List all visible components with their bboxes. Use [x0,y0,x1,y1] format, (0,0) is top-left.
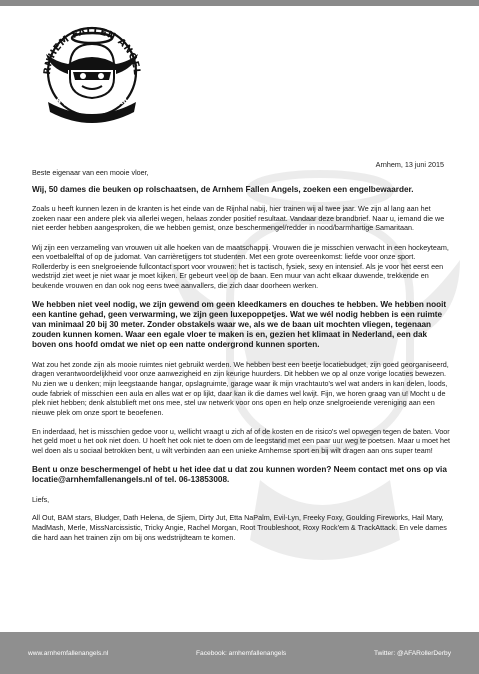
logo-top-text: RNHEM FALLEN ANGEL [41,25,143,76]
letter-body [32,168,452,552]
letter-paragraph-1: Zoals u heeft kunnen lezen in de kranten is het einde van de Rijnhal nabij, hier trainen wij al twee jaar. We zijn al lang aan het zoeken naar een andere plek via allerlei wegen, helaas zonder positief resultaat. Vandaar deze brandbrief. Naar u, iemand die we niet eerder hebben aangesproken, die we hebben gemist, onze beschermengel/redder in nood/barmhartige Samaritaan. [32,204,445,233]
letter-signature: All Out, BAM stars, Bludger, Dath Helena, de Sjiem, Dirty Jut, Etta NaPalm, Evil-Lyn, Freeky Foxy, Goulding Fireworks, Hail Mary, MadMash, Merle, MissNarcissistic, Tricky Angie, Rachel Morgan, Root Troubleshoot, Roxy Rock'em & TrackAttack. En vele dames die hard aan het trainen zijn om bij ons wedstrijdteam te komen. [32,513,447,542]
letter-paragraph-3: We hebben niet veel nodig, we zijn gewend om geen kleedkamers en douches te hebben. We hebben nooit een kantine gehad, geen verwarming, we zijn geen luxepoppetjes. Wat we wél nodig hebben is een ruimte van minimaal 20 bij 30 meter. Zonder obstakels waar we, als we de baan uit mochten vliegen, tegenaan zouden kunnen komen. Waar een egale vloer te maken is en, gezien het klimaat in Nederland, een dak boven ons hoofd omdat we niet op een natte ondergrond kunnen sporten. [32,300,447,350]
team-logo [40,14,144,132]
letter-closing: Liefs, [32,494,50,504]
footer-bar [0,632,479,674]
letter-date: Arnhem, 13 juni 2015 [375,160,444,169]
letter-paragraph-5: En inderdaad, het is misschien gedoe voor u, wellicht vraagt u zich af of de kosten en de risico's wel opwegen tegen de baten. Voor het geld moet u het ook niet doen. U hoeft het ook niet te doen om de leegstand met een paar uur weg te poetsen. Maar u moet het wel doen als u sociaal betrokken bent, u wilt verbinden aan een unieke Arnhemse sport en bij wilt dragen aan ons super team! [32,426,450,456]
letter-paragraph-6: Bent u onze beschermengel of hebt u het idee dat u dat zou kunnen worden? Neem contact met ons op via locatie@arnhemfallenangels.nl of tel. 06-13853008. [32,465,447,485]
logo-graphic [40,14,144,132]
footer-website-link[interactable]: www.arnhemfallenangels.nl [28,649,109,657]
letter-paragraph-2: Wij zijn een verzameling van vrouwen uit alle hoeken van de maatschappij. Vrouwen die je misschien verwacht in een hockeyteam, een voetbalelftal of op de judomat. Van carrièretijgers tot studenten. Met een grote overeenkomst: liefde voor onze sport. Rollerderby is een snelgroeiende fullcontact sport voor vrouwen: het is tactisch, fysiek, sexy en intensief. Als je voor het eerst een wedstrijd ziet weet je niet waar je moet kijken. Er gebeurt veel op de baan. Een muur van acht elkaar duwende, trekkende en beukende vrouwen en dan ook nog eens twee aanvallers, die zich daar doorheen werken. [32,242,449,290]
footer-facebook-link[interactable]: Facebook: arnhemfallenangels [196,649,287,657]
letter-paragraph-4: Wat zou het zonde zijn als mooie ruimtes niet gebruikt werden. We hebben best een beetje locatiebudget, zijn goed georganiseerd, dragen verantwoordelijkheid voor onze aanwezigheid en zijn keurige huurders. Dit hebben we op al onze vorige locaties bewezen. Nu zien we u denken; mijn leegstaande hangar, opslagruimte, garage waar ik mijn vrachtauto's wel wat anders in kan delen, loods, oude fabriek of misschien een aula en alles wat er op lijkt, daar kan ik die dames wel kwijt. Fijn, we horen graag van u! Mocht u de plek niet hebben; denk alstublieft met ons mee, stel uw netwerk voor ons open en help onze snelgroeiende vereniging aan een nieuwe plek om onze sport te beoefenen. [32,359,449,417]
letter-greeting: Beste eigenaar van een mooie vloer, [32,168,149,177]
footer-twitter-link[interactable]: Twitter: @AFARollerDerby [373,649,451,657]
logo-bottom-text: A BITCH TOO FAR [54,94,130,114]
top-bar [0,0,479,6]
letter-headline: Wij, 50 dames die beuken op rolschaatsen, de Arnhem Fallen Angels, zoeken een engelbewaarder. [32,184,414,194]
